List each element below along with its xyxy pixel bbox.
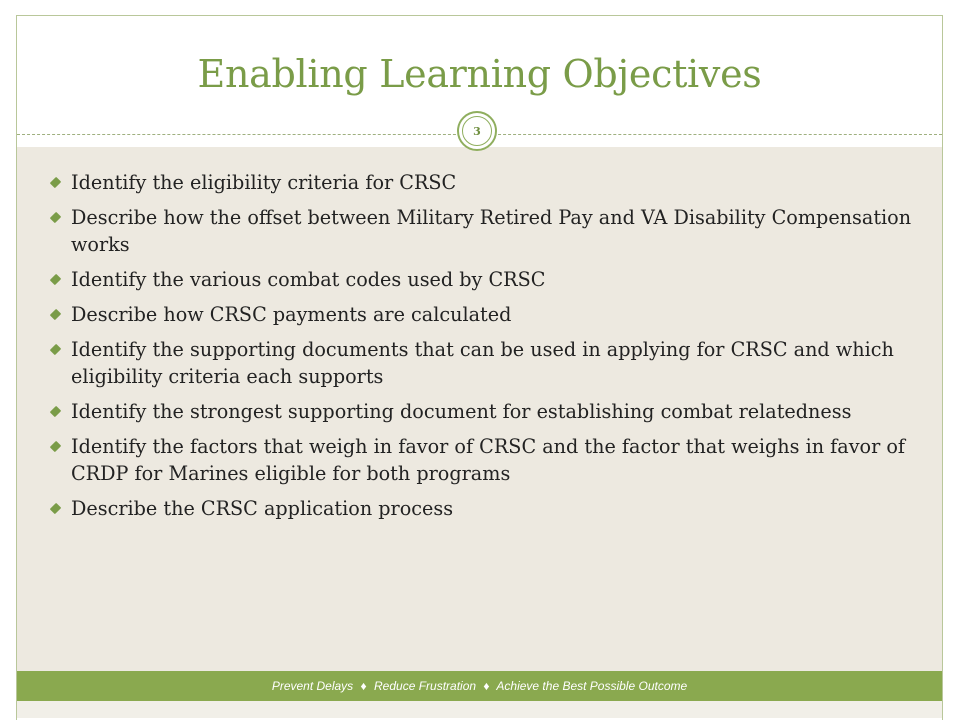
diamond-bullet-icon	[50, 406, 61, 417]
list-item	[51, 398, 921, 425]
diamond-separator-icon: ♦	[360, 679, 367, 693]
objective-text: Identify the strongest supporting document for establishing combat relatedness	[71, 400, 852, 423]
footer-tagline	[17, 671, 942, 701]
list-item	[51, 301, 921, 328]
diamond-bullet-icon	[50, 309, 61, 320]
objective-text: Describe how the offset between Military Retired Pay and VA Disability Compensation works	[71, 206, 912, 256]
diamond-bullet-icon	[50, 274, 61, 285]
objectives-list	[51, 169, 921, 530]
diamond-bullet-icon	[50, 503, 61, 514]
footer-part-3: Achieve the Best Possible Outcome	[496, 679, 688, 693]
page-number-badge	[457, 111, 497, 151]
list-item	[51, 433, 921, 487]
slide-frame	[16, 15, 943, 720]
diamond-bullet-icon	[50, 344, 61, 355]
page-number: 3	[473, 124, 481, 138]
diamond-bullet-icon	[50, 212, 61, 223]
list-item	[51, 169, 921, 196]
objective-text: Identify the various combat codes used by CRSC	[71, 268, 546, 291]
list-item	[51, 336, 921, 390]
content-area	[17, 147, 942, 687]
objective-text: Identify the eligibility criteria for CRSC	[71, 171, 457, 194]
footer-part-2: Reduce Frustration	[374, 679, 477, 693]
objective-text: Describe how CRSC payments are calculated	[71, 303, 512, 326]
diamond-separator-icon: ♦	[483, 679, 490, 693]
diamond-bullet-icon	[50, 441, 61, 452]
list-item	[51, 495, 921, 522]
diamond-bullet-icon	[50, 177, 61, 188]
list-item	[51, 266, 921, 293]
list-item	[51, 204, 921, 258]
objective-text: Identify the supporting documents that can be used in applying for CRSC and which eligibility criteria each supports	[71, 338, 894, 388]
objective-text: Identify the factors that weigh in favor of CRSC and the factor that weighs in favor of CRDP for Marines eligible for both programs	[71, 435, 906, 485]
footer-band	[17, 671, 942, 718]
footer-part-1: Prevent Delays	[271, 679, 354, 693]
slide-title: Enabling Learning Objectives	[197, 52, 762, 96]
objective-text: Describe the CRSC application process	[71, 497, 454, 520]
footer-bottom-strip	[17, 701, 942, 718]
